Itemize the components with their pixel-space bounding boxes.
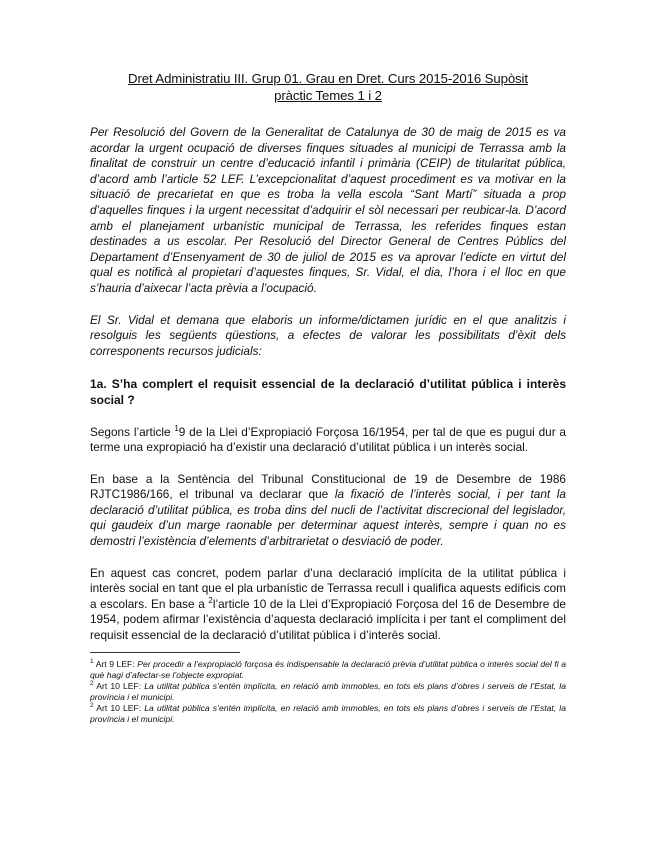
answer-p3-text-before: En aquest cas concret, podem parlar d’una declaració implícita de la utilitat pública i interès social en tant que el pla urbanístic de Terrassa recull i qualifica aquests edificis com a escolars. En base a <box>90 565 566 611</box>
footnote-1-label: Art 9 LEF: <box>93 658 138 669</box>
footnote-2-text: La utilitat pública s’entén implícita, en relació amb immobles, en tots els plans d’obres i serveis de l’Estat, la província i el municipi. <box>90 680 566 702</box>
document-page <box>90 70 566 725</box>
document-title <box>90 70 566 104</box>
footnote-3-number: 2 <box>90 701 94 709</box>
footnote-2 <box>90 681 566 703</box>
answer-p3-text-after: l’article 10 de la Llei d’Expropiació Forçosa del 16 de Desembre de 1954, podem afirmar l’existència d’aquesta declaració implícita i per tant el compliment del requisit essencial de la declaració d’utilitat pública i d’interès social. <box>90 596 566 643</box>
answer-p2-text-italic: la fixació de l’interès social, i per tant la declaració d’utilitat pública, es troba dins del nucli de l’activitat discrecional del legislador, qui gaudeix d’un marge raonable per determinar aquest interès, sempre i quan no es demostri l’existència d’elements d’arbitrarietat o desviació de poder. <box>90 487 566 549</box>
footnote-3-text: La utilitat pública s’entén implícita, en relació amb immobles, en tots els plans d’obres i serveis de l’Estat, la província i el municipi. <box>90 702 566 724</box>
title-line-2: pràctic Temes 1 i 2 <box>274 88 382 103</box>
footnote-3-label: Art 10 LEF: <box>93 702 145 713</box>
footnote-2-label: Art 10 LEF: <box>93 680 145 691</box>
intro-paragraph-2: El Sr. Vidal et demana que elaboris un informe/dictamen jurídic en el que analitzis i resolguis les següents qüestions, a efectes de valorar les possibilitats d’èxit dels corresponents recursos judicials: <box>90 312 566 358</box>
answer-paragraph-2 <box>90 472 566 550</box>
footnote-1-number: 1 <box>90 657 94 665</box>
footnote-3 <box>90 703 566 725</box>
question-heading: 1a. S’ha complert el requisit essencial de la declaració d’utilitat pública i interès social ? <box>90 377 566 407</box>
answer-p2-text-normal: En base a la Sentència del Tribunal Constitucional de 19 de Desembre de 1986 RJTC1986/166, el tribunal va declarar que <box>90 471 566 502</box>
title-line-1: Dret Administratiu III. Grup 01. Grau en Dret. Curs 2015-2016 Supòsit <box>128 71 528 86</box>
footnote-ref-2[interactable]: 2 <box>208 595 213 605</box>
answer-paragraph-3 <box>90 566 566 644</box>
footnote-ref-1[interactable]: 1 <box>174 423 179 433</box>
answer-p1-text-after: 9 de la Llei d’Expropiació Forçosa 16/1954, per tal de que es pugui dur a terme una expropiació ha d’existir una declaració d’utilitat pública i un interès social. <box>90 424 566 455</box>
intro-paragraph-1: Per Resolució del Govern de la Generalitat de Catalunya de 30 de maig de 2015 es va acordar la urgent ocupació de diverses finques situades al municipi de Terrassa amb la finalitat de construir un centre d’educació infantil i primària (CEIP) de titularitat pública, d’acord amb l’article 52 LEF. L’excepcionalitat d’aquest procediment es va motivar en la situació de precarietat en que es troba la vella escola “Sant Martí” situada a prop d’aquelles finques i la urgent necessitat d’adquirir el sòl necessari per reubicar-la. D’acord amb el planejament urbanístic municipal de Terrassa, les referides finques estan destinades a us escolar. Per Resolució del Director General de Centres Públics del Departament d’Ensenyament de 30 de juliol de 2015 es va aprovar l’edicte en virtut del qual es notificà al propietari d’aquestes finques, Sr. Vidal, el dia, l’hora i el lloc en que s’hauria d’aixecar l’acta prèvia a l’ocupació. <box>90 125 566 295</box>
footnote-1 <box>90 659 566 681</box>
answer-paragraph-1 <box>90 425 566 456</box>
footnote-2-number: 2 <box>90 679 94 687</box>
footnote-1-text: Per procedir a l’expropiació forçosa és indispensable la declaració prèvia d’utilitat pública o interès social del fi a què hagi d’afectar-se l’objecte expropiat. <box>90 658 566 680</box>
footnote-divider <box>90 652 240 653</box>
answer-p1-text-before: Segons l’article <box>90 424 175 439</box>
